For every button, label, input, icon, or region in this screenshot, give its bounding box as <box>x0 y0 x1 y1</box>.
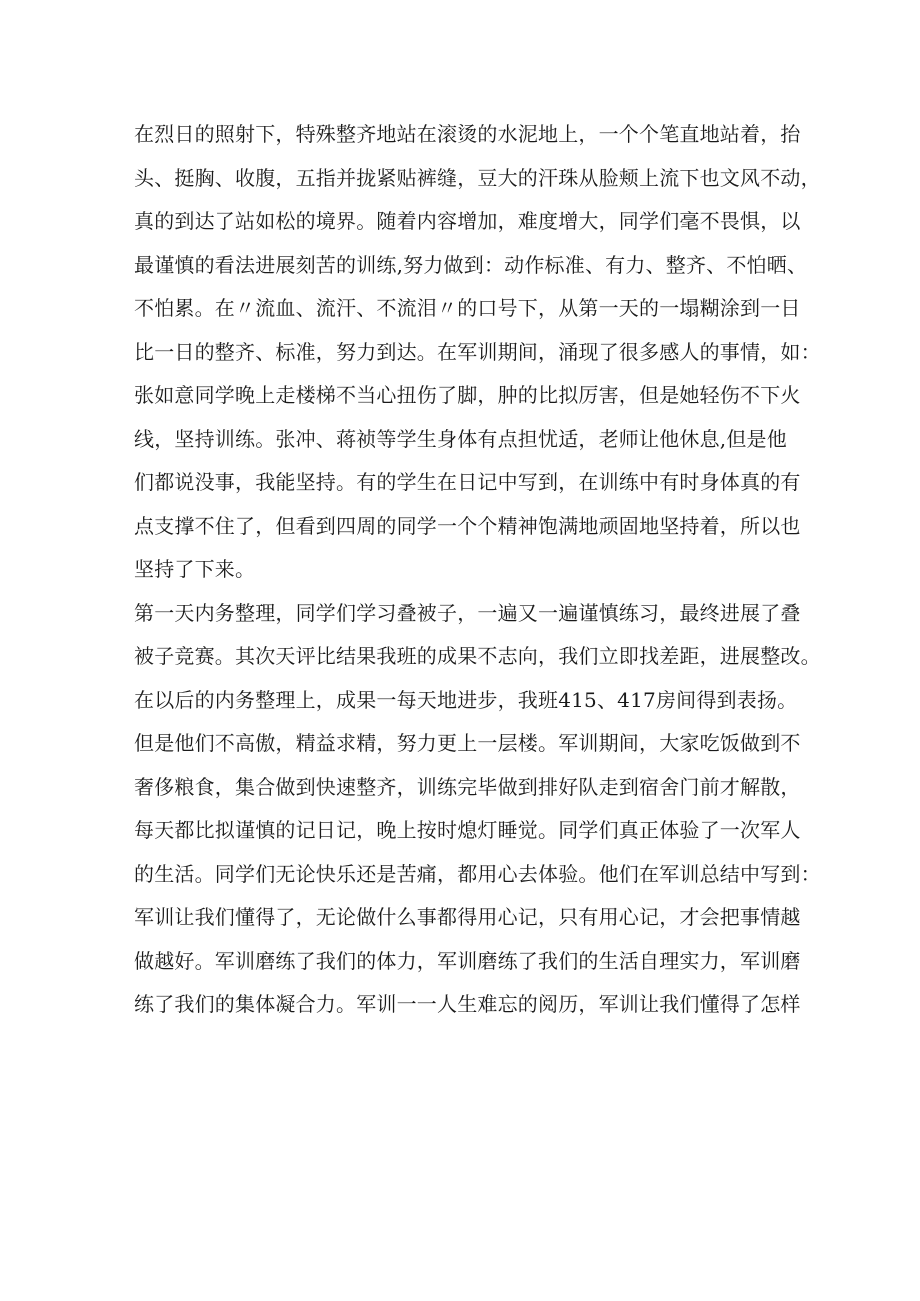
text-line: 被子竞赛。其次天评比结果我班的成果不志向，我们立即找差距，进展整改。 <box>134 644 821 668</box>
text-line: 比一日的整齐、标准，努力到达。在军训期间，涌现了很多感人的事情，如： <box>134 339 821 364</box>
text-line: 头、挺胸、收腹，五指并拢紧贴裤缝，豆大的汗珠从脸颊上流下也文风不动， <box>134 165 821 190</box>
text-line: 的生活。同学们无论快乐还是苦痛，都用心去体验。他们在军训总结中写到： <box>134 861 821 886</box>
text-line: 不怕累。在〃流血、流汗、不流泪〃的口号下，从第一天的一塌糊涂到一日 <box>134 296 801 320</box>
text-line: 练了我们的集体凝合力。军训一一人生难忘的阅历，军训让我们懂得了怎样 <box>134 992 801 1016</box>
text-line: 在烈日的照射下，特殊整齐地站在滚烫的水泥地上，一个个笔直地站着，抬 <box>134 122 801 146</box>
text-line: 坚持了下来。 <box>134 557 256 581</box>
text-line: 做越好。军训磨练了我们的体力，军训磨练了我们的生活自理实力，军训磨 <box>134 948 801 973</box>
text-line: 军训让我们懂得了，无论做什么事都得用心记，只有用心记，才会把事情越 <box>134 905 801 929</box>
text-line: 张如意同学晚上走楼梯不当心扭伤了脚，肿的比拟厉害，但是她轻伤不下火 <box>134 383 801 407</box>
text-line: 但是他们不高傲，精益求精，努力更上一层楼。军训期间，大家吃饭做到不 <box>134 731 801 755</box>
text-line: 每天都比拟谨慎的记日记，晚上按时熄灯睡觉。同学们真正体验了一次军人 <box>134 818 801 842</box>
text-line: 线，坚持训练。张冲、蒋祯等学生身体有点担忧适，老师让他休息,但是他 <box>134 426 787 451</box>
text-line: 第一天内务整理，同学们学习叠被子，一遍又一遍谨慎练习，最终进展了叠 <box>134 600 801 625</box>
text-line: 奢侈粮食，集合做到快速整齐，训练完毕做到排好队走到宿舍门前才解散， <box>134 774 801 799</box>
text-line: 最谨慎的看法进展刻苦的训练,努力做到：动作标准、有力、整齐、不怕晒、 <box>134 252 808 277</box>
document-body <box>134 113 824 1027</box>
text-line: 点支撑不住了，但看到四周的同学一个个精神饱满地顽固地坚持着，所以也 <box>134 513 801 538</box>
text-line: 在以后的内务整理上，成果一每天地进步，我班415、417房间得到表扬。 <box>134 687 798 712</box>
text-line: 们都说没事，我能坚持。有的学生在日记中写到，在训练中有时身体真的有 <box>134 470 801 494</box>
text-line: 真的到达了站如松的境界。随着内容增加，难度增大，同学们毫不畏惧，以 <box>134 209 801 233</box>
